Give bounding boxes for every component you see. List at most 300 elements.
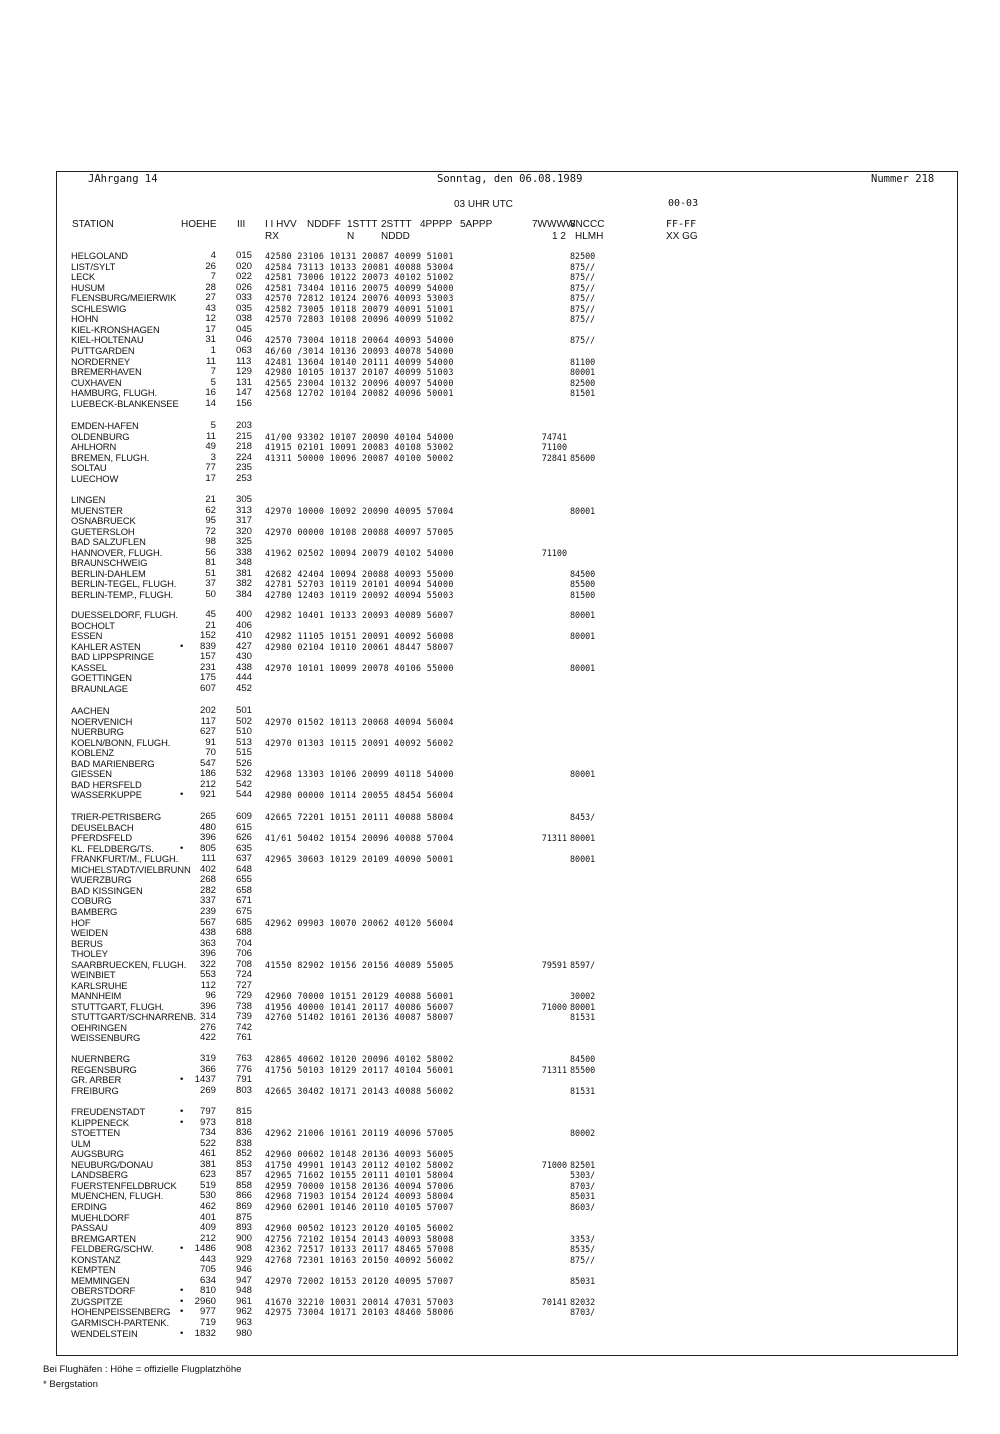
group-8-value: 85031 [570,1191,596,1202]
station-name: WASSERKUPPE [71,789,142,801]
table-row [0,939,1000,950]
table-row [0,432,1000,443]
group-8-value: 80001 [570,367,596,378]
col4-sub-header: NDDD [381,231,410,242]
station-number: 400 [236,609,253,620]
period-label: 00-03 [668,198,699,209]
station-name: BREMEN, FLUGH. [71,451,150,463]
observation-groups: 42962 21006 10161 20119 40096 57005 [265,1128,454,1139]
station-name: BERLIN-TEGEL, FLUGH. [71,578,177,590]
table-row [0,399,1000,410]
station-name: BAD HERSFELD [71,778,142,790]
station-height: 37 [205,578,216,590]
group-8-value: 875// [570,1254,596,1265]
station-number: 853 [236,1158,253,1170]
observation-groups: 42580 23106 10131 20087 40099 51001 [265,251,454,261]
station-number: 655 [236,874,253,886]
station-number: 410 [236,630,253,642]
station-height: 117 [200,715,216,727]
station-number: 671 [236,895,253,907]
station-name: WEIDEN [71,927,108,939]
station-number: 963 [236,1317,253,1328]
station-number: 382 [236,578,253,590]
station-name: HOHN [71,313,99,325]
station-height: 157 [199,651,216,663]
group-7-value: 71311 [541,1064,567,1075]
station-name: MUENCHEN, FLUGH. [71,1190,164,1202]
col8-sub-header: HLMH [575,231,604,242]
observation-groups: 42982 11105 10151 20091 40092 56008 [265,631,454,642]
station-height: 7 [210,271,216,283]
station-name: ERDING [71,1200,107,1212]
group-8-value: 80001 [570,631,596,642]
station-height: 480 [199,821,216,833]
observation-groups: 42970 10101 10099 20078 40106 55000 [265,662,454,673]
table-row [0,335,1000,346]
station-name: MANNHEIM [71,990,122,1002]
station-height: 734 [199,1127,216,1139]
station-name: MUENSTER [71,504,123,516]
table-row [0,262,1000,273]
observation-groups: 41962 02502 10094 20079 40102 54000 [265,547,454,558]
station-name: ESSEN [71,630,103,642]
group-8-value: 5303/ [570,1170,596,1181]
station-number: 615 [236,821,253,833]
group-8-value: 81100 [570,356,596,367]
table-row [0,717,1000,728]
station-number: 218 [236,441,253,453]
table-row [0,1160,1000,1171]
station-number: 045 [236,323,253,335]
station-height: 3 [210,451,216,463]
station-name: LUEBECK-BLANKENSEE [71,397,179,409]
observation-groups: 42980 10105 10137 20107 40099 51003 [265,367,454,378]
station-height: 319 [199,1053,216,1064]
station-number: 815 [236,1106,253,1117]
observation-groups: 42756 72102 10154 20143 40093 58008 [265,1233,454,1244]
observation-groups: 42570 72803 10108 20096 40099 51002 [265,314,454,325]
observation-groups: 42970 00000 10108 20088 40097 57005 [265,526,454,537]
station-name: LECK [71,271,96,283]
group-8-value: 875// [570,303,596,314]
mountain-station-marker: • [180,842,184,854]
station-height: 21 [205,619,216,631]
table-row [0,684,1000,695]
station-height: 11 [206,355,216,367]
group-8-value: 81500 [570,589,596,600]
table-row [0,759,1000,770]
station-height: 409 [199,1222,216,1234]
station-number: 852 [236,1148,253,1160]
col7-sub-header: 1 2 [552,231,566,242]
observation-groups: 41/61 50402 10154 20096 40088 57004 [265,833,454,844]
observation-groups: 42665 30402 10171 20143 40088 56002 [265,1085,454,1096]
station-height: 567 [199,916,216,928]
col4-header: 2STTT [381,219,412,230]
observation-groups: 42970 01303 10115 20091 40092 56002 [265,737,454,748]
table-row [0,346,1000,357]
station-number: 035 [236,302,253,314]
station-name: HOHENPEISSENBERG [71,1306,171,1318]
station-name: AUGSBURG [71,1148,124,1160]
mountain-station-marker: • [180,1243,184,1255]
station-height: 212 [199,1232,216,1244]
station-name: WEINBIET [71,969,116,981]
observation-groups: 42965 71602 10155 20111 40101 58004 [265,1170,454,1181]
observation-groups: 46/60 /3014 10136 20093 40078 54000 [265,345,454,356]
station-number: 131 [236,376,253,388]
station-height: 7 [210,366,216,378]
station-number: 113 [236,355,252,367]
station-name: FRANKFURT/M., FLUGH. [71,853,179,865]
station-height: 627 [199,726,216,738]
station-name: OLDENBURG [71,430,130,442]
group-8-value: 875// [570,282,596,293]
observation-groups: 42481 13604 10140 20111 40099 54000 [265,356,454,367]
mountain-station-marker: • [180,1327,184,1339]
group-8-value: 8453/ [570,812,596,822]
station-height: 70 [205,747,216,759]
station-number: 675 [236,905,253,917]
station-name: NOERVENICH [71,715,133,727]
station-height: 231 [199,661,216,673]
station-height: 1437 [194,1074,216,1086]
station-number: 836 [236,1127,253,1139]
table-row [0,1118,1000,1129]
group-8-value: 8535/ [570,1244,596,1255]
station-height: 461 [199,1148,216,1160]
station-height: 1 [210,344,216,356]
table-row [0,610,1000,621]
observation-groups: 42865 40602 10120 20096 40102 58002 [265,1054,454,1064]
col3-header: 1STTT [347,219,378,230]
station-height: 396 [199,832,216,844]
table-row [0,673,1000,684]
station-height: 5 [210,420,216,431]
table-row [0,293,1000,304]
table-row [0,527,1000,538]
observation-groups: 42584 73113 10133 20081 40088 53004 [265,261,454,272]
table-row [0,1318,1000,1329]
station-height: 977 [199,1306,216,1318]
table-row [0,780,1000,791]
group-7-value: 71000 [541,1159,567,1170]
station-height: 396 [199,948,216,959]
station-name: WENDELSTEIN [71,1327,138,1339]
station-number: 791 [236,1074,253,1086]
station-number: 688 [236,927,253,939]
station-number: 438 [236,661,253,673]
observation-groups: 41756 50103 10129 20117 40104 56001 [265,1064,454,1075]
station-number: 026 [236,281,253,293]
station-number: 544 [236,789,253,801]
observation-groups: 41/00 93302 10107 20090 40104 54000 [265,431,454,442]
col5-header: 4PPPP [420,219,453,230]
station-height: 175 [199,672,216,684]
station-number: 147 [236,387,253,399]
table-row [0,1255,1000,1266]
station-number: 317 [236,515,253,527]
station-name: TRIER-PETRISBERG [71,811,162,822]
observation-groups: 42970 10000 10092 20090 40095 57004 [265,505,454,516]
station-name: DEUSELBACH [71,821,134,833]
station-number: 818 [236,1116,253,1128]
table-row [0,960,1000,971]
station-name: MICHELSTADT/VIELBRUNN [71,863,191,875]
group-8-value: 85600 [570,452,596,463]
group-8-value: 875// [570,314,596,325]
station-number: 857 [236,1169,253,1181]
group-8-value: 8703/ [570,1307,596,1318]
station-number: 348 [236,557,253,569]
station-number: 908 [236,1243,253,1255]
station-height: 269 [199,1084,216,1096]
station-name: NORDERNEY [71,355,131,367]
observation-groups: 42570 73004 10118 20064 40093 54000 [265,335,454,346]
station-number: 685 [236,916,253,928]
station-name: PFERDSFELD [71,832,132,844]
observation-groups: 42760 51402 10161 20136 40087 58007 [265,1012,454,1023]
table-row [0,1033,1000,1044]
group-7-value: 71100 [541,442,567,453]
station-height: 381 [199,1158,216,1170]
station-header: STATION [72,219,114,230]
group-7-value: 74741 [541,431,567,442]
station-name: BOCHOLT [71,619,115,631]
station-height: 314 [199,1011,216,1023]
table-row [0,1276,1000,1287]
volume-label: JAhrgang 14 [88,173,158,185]
station-number: 929 [236,1253,253,1265]
station-name: ULM [71,1137,91,1149]
col2-header: NDDFF [307,219,341,230]
station-number: 526 [236,757,253,769]
observation-groups: 42581 73404 10116 20075 40099 54000 [265,282,454,293]
station-height: 462 [199,1200,216,1212]
station-height: 921 [199,789,216,801]
station-name: HANNOVER, FLUGH. [71,546,163,558]
footnote-mountain: * Bergstation [43,1379,98,1390]
observation-groups: 42960 62001 10146 20110 40105 57007 [265,1201,454,1212]
table-row [0,886,1000,897]
table-row [0,875,1000,886]
station-number: 648 [236,863,253,875]
station-name: BAD SALZUFLEN [71,536,146,548]
table-row [0,907,1000,918]
station-number: 739 [236,1011,253,1023]
station-height: 322 [199,958,216,970]
station-number: 637 [236,853,253,865]
group-8-value: 80001 [570,769,596,780]
mountain-station-marker: • [180,1285,184,1297]
station-name: BERLIN-DAHLEM [71,567,146,579]
table-row [0,663,1000,674]
station-name: OBERSTDORF [71,1285,136,1297]
station-name: KL. FELDBERG/TS. [71,842,154,854]
observation-groups: 42980 00000 10114 20055 48454 56004 [265,790,454,801]
observation-groups: 42568 12702 10104 20082 40096 50001 [265,388,454,399]
station-name: BAMBERG [71,905,118,917]
col8-header: 8NCCC [570,219,605,230]
station-number: 384 [236,588,253,600]
table-row [0,1265,1000,1276]
station-height: 402 [199,863,216,875]
station-name: KASSEL [71,661,107,673]
station-number: 893 [236,1222,253,1234]
date-label: Sonntag, den 06.08.1989 [437,173,583,185]
station-name: KOELN/BONN, FLUGH. [71,736,171,748]
station-name: GUETERSLOH [71,525,135,537]
station-name: EMDEN-HAFEN [71,420,139,431]
station-name: DUESSELDORF, FLUGH. [71,609,178,620]
station-height: 1832 [194,1327,216,1339]
table-row [0,631,1000,642]
col3-sub-header: N [347,231,355,242]
station-name: SAARBRUECKEN, FLUGH. [71,958,187,970]
table-row [0,1065,1000,1076]
station-name: HOF [71,916,91,928]
observation-groups: 41750 49901 10143 20112 40102 58002 [265,1159,454,1170]
station-height: 422 [199,1032,216,1044]
station-height: 282 [199,884,216,896]
observation-groups: 42980 02104 10110 20061 48447 58007 [265,641,454,652]
table-row [0,1075,1000,1086]
station-number: 253 [236,472,253,484]
station-name: WUERZBURG [71,874,132,886]
station-name: PUTTGARDEN [71,344,135,356]
station-name: GARMISCH-PARTENK. [71,1317,169,1328]
table-row [0,652,1000,663]
station-name: LINGEN [71,494,106,505]
observation-groups: 42781 52703 10119 20101 40094 54000 [265,579,454,590]
station-height: 31 [205,334,216,346]
col9-sub-header: XX GG [666,231,698,242]
table-row [0,516,1000,527]
station-name: AHLHORN [71,441,117,453]
station-name: MUEHLDORF [71,1211,130,1223]
station-name: BERUS [71,937,103,949]
group-8-value: 80001 [570,662,596,673]
station-height: 839 [199,640,216,652]
table-row [0,949,1000,960]
station-name: LIST/SYLT [71,260,116,272]
station-number: 015 [236,250,253,261]
station-number: 900 [236,1232,253,1244]
station-number: 763 [236,1053,253,1064]
station-number: 875 [236,1211,253,1223]
station-number: 038 [236,313,253,325]
table-row [0,548,1000,559]
table-row [0,506,1000,517]
station-height: 49 [205,441,216,453]
station-height: 634 [199,1274,216,1286]
table-row [0,1086,1000,1097]
obs-time: 03 UHR UTC [454,199,513,210]
station-name: KAHLER ASTEN [71,640,141,652]
station-name: BRAUNSCHWEIG [71,557,148,569]
group-7-value: 71100 [541,547,567,558]
station-name: GR. ARBER [71,1074,122,1086]
station-name: BAD MARIENBERG [71,757,155,769]
station-name: STUTTGART, FLUGH. [71,1000,164,1012]
observation-groups: 42581 73006 10122 20073 40102 51002 [265,272,454,283]
station-name: OSNABRUECK [71,515,136,527]
group-8-value: 875// [570,335,596,346]
observation-groups: 42780 12403 10119 20092 40094 55003 [265,589,454,600]
hoehe-header: HOEHE [181,219,217,230]
station-height: 443 [199,1253,216,1265]
station-name: NUERNBERG [71,1053,131,1064]
group-8-value: 85031 [570,1275,596,1286]
table-row [0,981,1000,992]
table-row [0,769,1000,780]
station-height: 276 [199,1021,216,1033]
station-number: 444 [236,672,253,684]
station-height: 973 [199,1116,216,1128]
station-number: 776 [236,1063,253,1075]
table-row [0,1054,1000,1065]
station-name: HAMBURG, FLUGH. [71,387,158,399]
station-name: KIEL-KRONSHAGEN [71,323,160,335]
group-7-value: 70141 [541,1296,567,1307]
observation-groups: 42960 70000 10151 20129 40088 56001 [265,991,454,1002]
station-number: 235 [236,462,253,474]
group-7-value: 71311 [541,833,567,844]
station-height: 4 [210,250,216,261]
observation-groups: 42970 01502 10113 20068 40094 56004 [265,716,454,727]
observation-groups: 41311 50000 10096 20087 40100 50002 [265,452,454,463]
station-number: 869 [236,1200,253,1212]
table-row [0,1329,1000,1340]
station-number: 704 [236,937,253,949]
table-row [0,790,1000,801]
station-height: 239 [199,905,216,917]
station-name: ZUGSPITZE [71,1295,123,1307]
station-number: 706 [236,948,253,959]
table-row [0,590,1000,601]
station-height: 26 [205,260,216,272]
mountain-station-marker: • [180,789,184,801]
mountain-station-marker: • [180,640,184,652]
station-name: HELGOLAND [71,250,128,261]
station-name: GIESSEN [71,768,112,780]
station-height: 12 [205,313,216,325]
observation-groups: 41956 40000 10141 20117 40086 56007 [265,1001,454,1012]
station-name: BAD KISSINGEN [71,884,143,896]
station-height: 98 [205,536,216,548]
group-8-value: 85500 [570,579,596,590]
group-8-value: 82032 [570,1296,596,1307]
table-row [0,1202,1000,1213]
col7-header: 7WWWW [532,219,576,230]
table-row [0,474,1000,485]
station-number: 532 [236,768,253,780]
station-height: 17 [205,472,216,484]
station-number: 305 [236,494,253,505]
group-8-value: 80001 [570,505,596,516]
observation-groups: 42565 23004 10132 20096 40097 54000 [265,377,454,388]
station-number: 033 [236,292,253,304]
station-name: FLENSBURG/MEIERWIK [71,292,177,304]
station-height: 11 [206,430,216,442]
station-height: 438 [199,927,216,939]
observation-groups: 42362 72517 10133 20117 48465 57008 [265,1244,454,1255]
table-row [0,442,1000,453]
station-number: 515 [236,747,253,759]
station-number: 658 [236,884,253,896]
station-height: 56 [205,546,216,558]
col1-header: I I HVV [265,219,297,230]
